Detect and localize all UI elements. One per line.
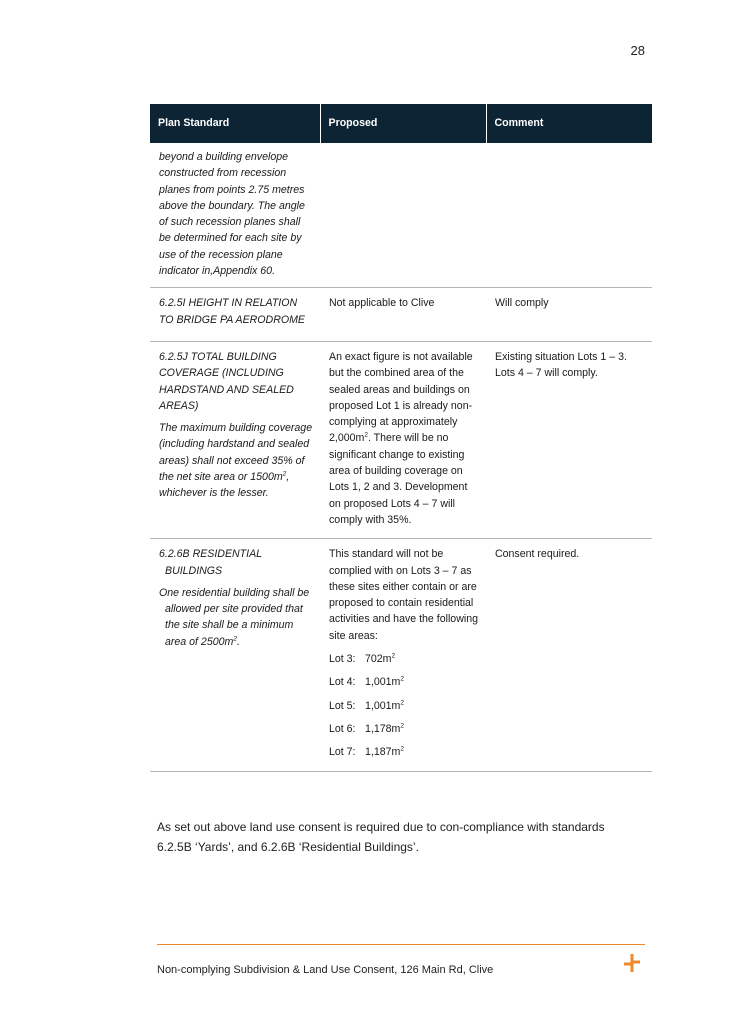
footer-text: Non-complying Subdivision & Land Use Consent, 126 Main Rd, Clive xyxy=(157,964,494,976)
proposed-cell xyxy=(320,143,486,288)
lot-label: Lot 6: xyxy=(329,722,356,735)
company-logo-icon xyxy=(622,953,642,973)
header-plan-standard: Plan Standard xyxy=(150,104,320,143)
superscript: 2 xyxy=(400,745,404,753)
standard-text-part: , whichever is the lesser. xyxy=(159,471,290,500)
standard-title: 6.2.6B RESIDENTIAL BUILDINGS xyxy=(159,548,262,577)
table-row xyxy=(150,341,652,538)
footer-divider xyxy=(157,944,645,945)
lot-value: 1,187m xyxy=(365,746,401,759)
table-header-row xyxy=(150,104,652,143)
lot-value: 1,001m xyxy=(365,699,401,712)
proposed-text-part: An exact figure is not available but the combined area of the sealed areas and buildings on proposed Lot 1 is already non-complying at approximately 2,000m xyxy=(329,350,473,445)
superscript: 2 xyxy=(391,652,396,660)
standard-text-part: The maximum building coverage (including hardstand and sealed areas) shall not exceed 35% of the net site area or 1500m xyxy=(159,422,313,484)
standard-cell: beyond a building envelope constructed from recession planes from points 2.75 metres above the boundary. The angle of such recession planes shall be determined for each site by use of the recession plane indicator in,Appendix 60. xyxy=(150,143,320,288)
lot-area xyxy=(329,674,480,690)
table-row xyxy=(150,288,652,342)
superscript: 2 xyxy=(282,470,287,478)
superscript: 2 xyxy=(233,635,237,643)
lot-area xyxy=(329,698,480,714)
proposed-text: This standard will not be complied with on Lots 3 – 7 as these sites either contain or are proposed to contain residential activities and have the following site areas: xyxy=(329,548,478,642)
lot-value: 702m xyxy=(365,653,392,666)
proposed-text-part: . There will be no significant change to existing area of building coverage on Lots 1, 2 and 3. Development on proposed Lots 4 – 7 will comply with 35%. xyxy=(329,432,468,526)
superscript: 2 xyxy=(400,675,404,683)
superscript: 2 xyxy=(364,431,368,439)
standard-cell: 6.2.5I HEIGHT IN RELATION TO BRIDGE PA AERODROME xyxy=(150,288,320,342)
lot-value: 1,178m xyxy=(365,722,401,735)
standard-title: 6.2.5J TOTAL BUILDING COVERAGE (INCLUDING HARDSTAND AND SEALED AREAS) xyxy=(159,350,294,412)
header-comment: Comment xyxy=(486,104,652,143)
standard-text xyxy=(159,585,314,650)
comment-cell xyxy=(486,143,652,288)
lot-value: 1,001m xyxy=(365,676,401,689)
lot-label: Lot 3: xyxy=(329,653,356,666)
lot-label: Lot 5: xyxy=(329,699,356,712)
standard-cell xyxy=(150,341,320,538)
plan-standards-table xyxy=(150,104,652,772)
summary-paragraph: As set out above land use consent is required due to con-compliance with standards 6.2.5B ‘Yards’, and 6.2.6B ‘Residential Buildings’. xyxy=(157,820,605,854)
comment-cell: Consent required. xyxy=(486,539,652,771)
superscript: 2 xyxy=(400,699,404,707)
lot-label: Lot 4: xyxy=(329,676,356,689)
header-proposed: Proposed xyxy=(320,104,486,143)
lot-area xyxy=(329,721,480,737)
lot-area xyxy=(329,744,480,760)
proposed-cell xyxy=(320,539,486,771)
proposed-cell: Not applicable to Clive xyxy=(320,288,486,342)
standard-cell xyxy=(150,539,320,771)
standard-text xyxy=(159,420,314,501)
lot-label: Lot 7: xyxy=(329,746,356,759)
standard-text-part: One residential building shall be allowed per site provided that the site shall be a minimum area of 2500m xyxy=(159,586,310,648)
page-number: 28 xyxy=(630,43,645,58)
lot-area xyxy=(329,651,480,667)
table-row xyxy=(150,539,652,771)
standard-text-part: . xyxy=(236,635,240,648)
comment-cell: Existing situation Lots 1 – 3. Lots 4 – 7 will comply. xyxy=(486,341,652,538)
comment-cell: Will comply xyxy=(486,288,652,342)
superscript: 2 xyxy=(400,722,404,730)
table-row xyxy=(150,143,652,288)
proposed-cell xyxy=(320,341,486,538)
